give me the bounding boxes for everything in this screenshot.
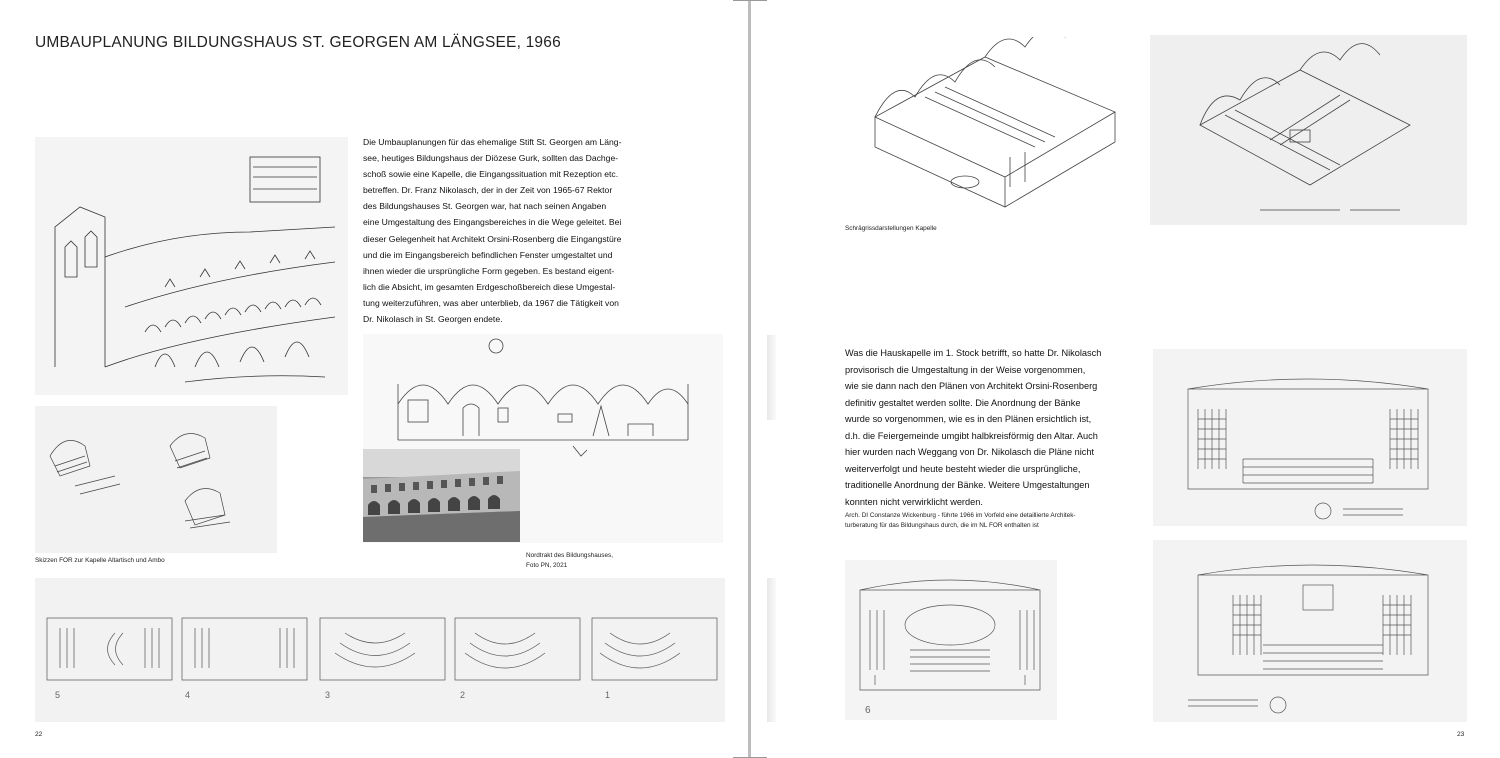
- isometric-chapel-drawing-2: [1150, 35, 1467, 225]
- page-number-left: 22: [35, 731, 43, 738]
- floor-plan-drawing-2: [845, 560, 1057, 720]
- caption-courtyard-photo: Nordtrakt des Bildungshauses, Foto PN, 2021: [526, 552, 614, 569]
- page-number-right: 23: [1457, 731, 1465, 738]
- svg-text:1: 1: [605, 690, 611, 700]
- chapel-sketches-image: [35, 406, 277, 553]
- page-edge-strip: [767, 335, 776, 420]
- page-title: UMBAUPLANUNG BILDUNGSHAUS ST. GEORGEN AM LÄNGSEE, 1966: [35, 34, 561, 51]
- right-body-text: Was die Hauskapelle im 1. Stock betrifft, so hatte Dr. Nikolasch provisorisch die Umgestaltung in der Weise vorgenommen, wie sie dann nach den Plänen von Architekt Orsini-Rosenberg definitiv gestaltet werden sollte. Die Anordnung der Bänke wurde so vorgenommen, wie es in den Plänen ersichtlich ist, d.h. die Feiergemeinde umgibt halbkreisförmig den Altar. Auch hier wurden nach Weggang von Dr. Nikolasch die Pläne nicht weiterverfolgt und heute besteht wieder die ursprüngliche, traditionelle Anordnung der Bänke. Weitere Umgestaltungen konnten nicht verwirklicht werden.: [845, 348, 1102, 507]
- courtyard-photo: [363, 449, 520, 542]
- book-gutter: [748, 0, 751, 758]
- svg-text:4: 4: [185, 690, 191, 700]
- isometric-chapel-image: [1150, 35, 1467, 225]
- svg-text:2: 2: [460, 690, 466, 700]
- isometric-chapel-drawing-1: [835, 37, 1129, 217]
- page-edge-strip: [767, 578, 776, 722]
- gutter-mark-top: [733, 0, 767, 1]
- courtyard-sketch-image: [35, 137, 348, 395]
- note-wickenburg: Arch. DI Constanze Wickenburg - führte 1966 im Vorfeld eine detaillierte Architek- turberatung für das Bildungshaus durch, die im NL FOR enthalten ist: [845, 512, 1076, 529]
- floor-plan-image: [1153, 540, 1467, 722]
- floor-plan-image: [845, 560, 1057, 720]
- caption-chapel-sketches: Skizzen FOR zur Kapelle Altartisch und Ambo: [35, 557, 165, 564]
- floor-plan-drawing-3: [1153, 540, 1467, 722]
- floor-plan-image: [1153, 349, 1467, 526]
- courtyard-photo-image: [363, 449, 520, 542]
- plan-strip-drawing: [35, 578, 725, 722]
- caption-isometric: Schrägrissdarstellungen Kapelle: [845, 225, 937, 232]
- plan-strip-image: [35, 578, 725, 722]
- courtyard-sketch-drawing: [35, 137, 348, 395]
- floor-plan-drawing-1: [1153, 349, 1467, 526]
- svg-text:3: 3: [325, 690, 331, 700]
- svg-text:5: 5: [55, 690, 61, 700]
- isometric-chapel-image: [835, 37, 1129, 217]
- svg-text:6: 6: [865, 705, 871, 716]
- left-body-text: Die Umbauplanungen für das ehemalige Stift St. Georgen am Läng- see, heutiges Bildungshaus der Diözese Gurk, sollten das Dachge- schoß sowie eine Kapelle, die Eingangssituation mit Rezeption etc. betreffen. Dr. Franz Nikolasch, der in der Zeit von 1965-67 Rektor des Bildungshauses St. Georgen war, hat nach seinen Angaben eine Umgestaltung des Eingangsbereiches in die Wege geleitet. Bei dieser Gelegenheit hat Architekt Orsini-Rosenberg die Eingangstüre und die im Eingangsbereich befindlichen Fenster umgestaltet und ihnen wieder die ursprüngliche Form gegeben. Es bestand eigent- lich die Absicht, im gesamten Erdgeschoßbereich diese Umgestal- tung weiterzuführen, was aber unterblieb, da 1967 die Tätigkeit von Dr. Nikolasch in St. Georgen endete.: [363, 137, 622, 325]
- chapel-sketches-drawing: [35, 406, 277, 553]
